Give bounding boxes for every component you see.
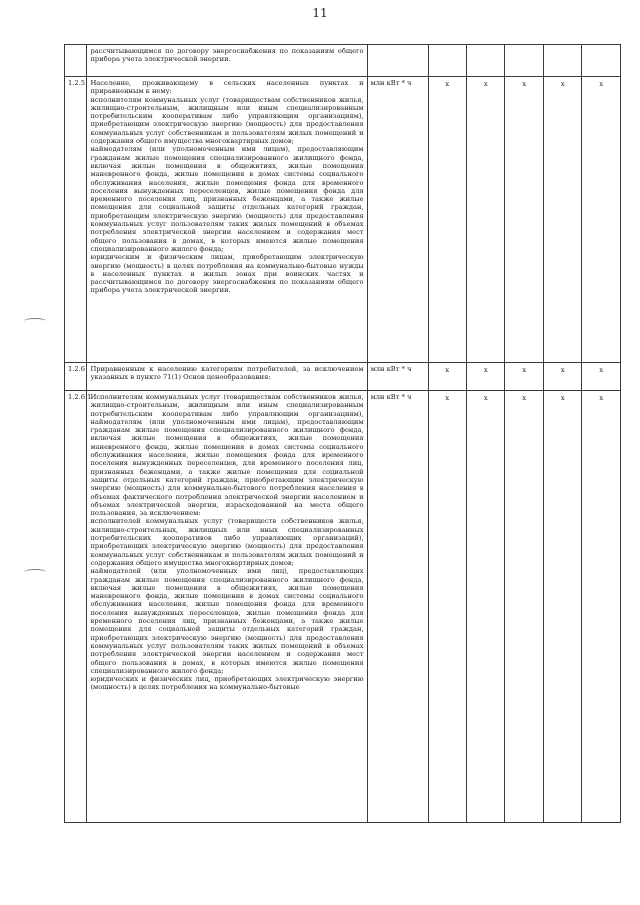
- value-cell: x: [505, 77, 543, 363]
- value-cell: x: [543, 391, 581, 823]
- description-paragraph: исполнителей коммунальных услуг (товариществ собственников жилья, жилищно-строительных, жилищных или иных специализированных потребительских кооперативов либо управляющих организаций), приобретающих электрическую энергию (мощность) для предоставления коммунальных услуг собственникам и пользователям жилых помещений и содержания общего имущества многоквартирных домов;: [90, 517, 364, 567]
- description-paragraph: исполнителям коммунальных услуг (товариществам собственников жилья, жилищно-строительным, жилищным или иным специализированным потребительским кооперативам либо управляющим организациям), приобретающим электрическую энергию (мощность) для предоставления коммунальных услуг собственникам и пользователям жилых помещений и содержания общего имущества многоквартирных домов;: [90, 95, 364, 146]
- value-cell: x: [428, 77, 466, 363]
- description-paragraph: наймодателей (или уполномоченных ими лиц), предоставляющих гражданам жилые помещения специализированного жилищного фонда, включая жилые помещения в общежитиях, жилые помещения маневренного фонда, жилые помещения в домах системы социального обслуживания населения, жилые помещения фонда для временного поселения вынужденных переселенцев, жилые помещения фонда для временного поселения лиц, признанных беженцами, а также жилые помещения для социальной защиты отдельных категорий граждан, приобретающих электрическую энергию (мощность) для предоставления коммунальных услуг пользователям таких жилых помещений в объемах потребления электрической энергии населением и содержания мест общего пользования в домах, в которых имеются жилые помещения специализированного жилого фонда;: [90, 567, 364, 675]
- value-cell: x: [467, 77, 505, 363]
- row-number: 1.2.6: [65, 363, 87, 391]
- description-paragraph: Население, проживающему в сельских населенных пунктах и приравненным к нему:: [90, 79, 364, 96]
- page-number: 11: [312, 6, 328, 20]
- scan-margin-mark: [24, 569, 46, 575]
- row-unit: млн кВт * ч: [367, 363, 428, 391]
- value-cell: x: [543, 363, 581, 391]
- value-cell: x: [582, 391, 621, 823]
- value-cell: [543, 45, 581, 77]
- table-row: [65, 363, 621, 391]
- row-description: [87, 45, 367, 77]
- value-cell: [428, 45, 466, 77]
- row-number: 1.2.5: [65, 77, 87, 363]
- scan-margin-mark: [24, 318, 46, 324]
- row-unit: [367, 45, 428, 77]
- value-cell: x: [505, 391, 543, 823]
- value-cell: [467, 45, 505, 77]
- table-row: [65, 77, 621, 363]
- row-description: [87, 77, 367, 363]
- value-cell: x: [467, 363, 505, 391]
- description-paragraph: рассчитывающимся по договору энергоснабжения по показаниям общего прибора учета электрической энергии.: [90, 47, 364, 64]
- row-description: [87, 363, 367, 391]
- value-cell: x: [582, 363, 621, 391]
- value-cell: x: [467, 391, 505, 823]
- value-cell: x: [582, 77, 621, 363]
- tariff-table: [64, 44, 621, 823]
- value-cell: x: [428, 391, 466, 823]
- value-cell: x: [543, 77, 581, 363]
- row-number: [65, 45, 87, 77]
- description-paragraph: юридическим и физическим лицам, приобретающим электрическую энергию (мощность) в целях потребления на коммунально-бытовые нужды в населенных пунктах и жилых зонах при воинских частях и рассчитывающимся по договору энергоснабжения по показаниям общего прибора учета электрической энергии.: [90, 253, 364, 295]
- row-unit: млн кВт * ч: [367, 391, 428, 823]
- description-paragraph: Приравненным к населению категориям потребителей, за исключением указанных в пункте 71(1) Основ ценообразования:: [90, 365, 364, 382]
- value-cell: x: [505, 363, 543, 391]
- description-paragraph: Исполнителям коммунальных услуг (товариществам собственников жилья, жилищно-строительным, жилищным или иным специализированным потребительским кооперативам либо управляющим организациям), наймодателям (или уполномоченным ими лицам), предоставляющим гражданам жилые помещения специализированного жилищного фонда, включая жилые помещения в общежитиях, жилые помещения маневренного фонда, жилые помещения в домах системы социального обслуживания населения, жилые помещения фонда для временного поселения вынужденных переселенцев, для временного поселения лиц, признанных беженцами, а также жилые помещения для социальной защиты отдельных категорий граждан, приобретающим электрическую энергию (мощность) для коммунально-бытового потребления населения в объемах фактического потребления электрической энергии населением и объемах электрической энергии, израсходованной на места общего пользования, за исключением:: [90, 393, 364, 518]
- table-row: [65, 45, 621, 77]
- row-number: 1.2.6.1: [65, 391, 87, 823]
- value-cell: [582, 45, 621, 77]
- row-description: [87, 391, 367, 823]
- value-cell: [505, 45, 543, 77]
- row-unit: млн кВт * ч: [367, 77, 428, 363]
- description-paragraph: юридических и физических лиц, приобретающих электрическую энергию (мощность) в целях потребления на коммунально-бытовые: [90, 675, 364, 692]
- table-row: [65, 391, 621, 823]
- table-body: [65, 45, 621, 823]
- description-paragraph: наймодателям (или уполномоченным ими лицам), предоставляющим гражданам жилые помещения специализированного жилищного фонда, включая жилые помещения в общежитиях, жилые помещения маневренного фонда, жилые помещения в домах системы социального обслуживания населения, жилые помещения фонда для временного поселения вынужденных переселенцев, жилые помещения фонда для временного поселения лиц, признанных беженцами, а также жилые помещения для социальной защиты отдельных категорий граждан, приобретающим электрическую энергию (мощность) для предоставления коммунальных услуг пользователям таких жилых помещений в объемах потребления электрической энергии населением и содержания мест общего пользования в домах, в которых имеются жилые помещения специализированного жилого фонда;: [90, 145, 364, 253]
- value-cell: x: [428, 363, 466, 391]
